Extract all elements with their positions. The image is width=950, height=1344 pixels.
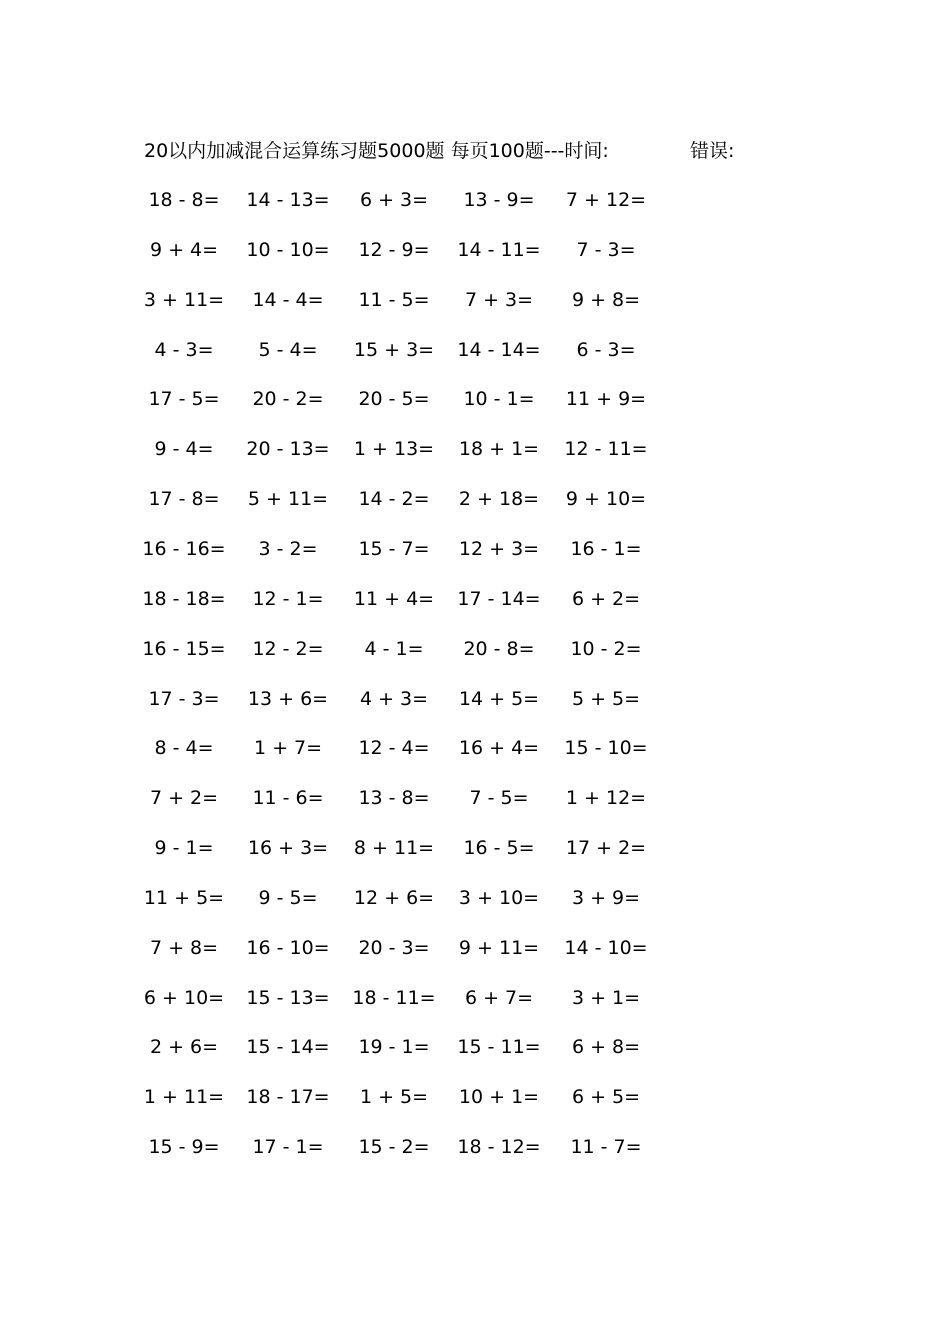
math-problem: 18 - 17= <box>246 1086 330 1109</box>
math-problem: 5 + 5= <box>571 687 641 710</box>
math-problem: 16 - 1= <box>570 537 642 560</box>
math-problem: 20 - 8= <box>463 637 535 660</box>
math-problem: 11 - 7= <box>570 1136 642 1159</box>
math-problem: 12 - 2= <box>252 637 324 660</box>
math-problem: 3 + 9= <box>571 886 641 909</box>
math-problem: 16 - 16= <box>142 537 226 560</box>
math-problem: 3 + 11= <box>143 288 225 311</box>
math-problem: 13 + 6= <box>247 687 329 710</box>
math-problem: 6 + 7= <box>464 986 534 1009</box>
math-problem: 1 + 11= <box>143 1086 225 1109</box>
math-problem: 12 + 3= <box>458 537 540 560</box>
math-problem: 17 - 1= <box>252 1136 324 1159</box>
math-problem: 14 - 13= <box>246 189 330 211</box>
math-problem: 20 - 13= <box>246 438 330 461</box>
math-problem: 12 - 11= <box>564 438 648 461</box>
math-problem: 10 - 1= <box>463 388 535 411</box>
math-problem: 9 + 11= <box>458 936 540 959</box>
math-problem: 9 + 4= <box>149 238 219 261</box>
math-problem: 11 + 4= <box>353 587 435 610</box>
math-problem: 6 - 3= <box>576 338 636 361</box>
math-problem: 15 - 13= <box>246 986 330 1009</box>
math-problem: 7 + 12= <box>565 189 647 211</box>
math-problem: 15 - 11= <box>457 1036 541 1059</box>
math-problem: 17 - 14= <box>457 587 541 610</box>
math-problem: 4 - 1= <box>364 637 424 660</box>
math-problem: 3 + 1= <box>571 986 641 1009</box>
math-problem: 15 + 3= <box>353 338 435 361</box>
math-problem: 17 - 8= <box>148 488 220 511</box>
math-problem: 13 - 8= <box>358 787 430 810</box>
math-problem: 10 - 10= <box>246 238 330 261</box>
math-problem: 11 - 6= <box>252 787 324 810</box>
math-problem: 6 + 5= <box>571 1086 641 1109</box>
math-problem: 8 - 4= <box>154 737 214 760</box>
math-problem: 9 + 10= <box>565 488 647 511</box>
math-problem: 6 + 8= <box>571 1036 641 1059</box>
math-problem: 1 + 5= <box>359 1086 429 1109</box>
math-problem: 11 + 5= <box>143 886 225 909</box>
math-problem: 9 + 8= <box>571 288 641 311</box>
math-problem: 7 + 3= <box>464 288 534 311</box>
math-problem: 5 + 11= <box>247 488 329 511</box>
math-problem: 16 + 4= <box>458 737 540 760</box>
math-problem: 18 - 11= <box>352 986 436 1009</box>
math-problem: 16 - 10= <box>246 936 330 959</box>
math-problem: 6 + 3= <box>359 189 429 211</box>
math-problem: 13 - 9= <box>463 189 535 211</box>
errors-label: 错误: <box>690 140 735 162</box>
math-problem: 7 - 5= <box>469 787 529 810</box>
math-problem: 1 + 12= <box>565 787 647 810</box>
math-problem: 15 - 10= <box>564 737 648 760</box>
math-problem: 14 - 10= <box>564 936 648 959</box>
math-problem: 1 + 13= <box>353 438 435 461</box>
math-problem: 17 + 2= <box>565 837 647 860</box>
math-problem: 6 + 2= <box>571 587 641 610</box>
math-problem: 3 - 2= <box>258 537 318 560</box>
math-problem: 9 - 5= <box>258 886 318 909</box>
math-problem: 20 - 3= <box>358 936 430 959</box>
math-problem: 1 + 7= <box>253 737 323 760</box>
math-problem: 14 - 2= <box>358 488 430 511</box>
math-problem: 18 + 1= <box>458 438 540 461</box>
math-problem: 20 - 2= <box>252 388 324 411</box>
math-problem: 16 - 15= <box>142 637 226 660</box>
math-problem: 4 + 3= <box>359 687 429 710</box>
math-problem: 16 + 3= <box>247 837 329 860</box>
math-problem: 2 + 6= <box>149 1036 219 1059</box>
math-problem: 15 - 7= <box>358 537 430 560</box>
math-problem: 17 - 5= <box>148 388 220 411</box>
math-problem: 11 + 9= <box>565 388 647 411</box>
worksheet-header <box>144 137 784 165</box>
math-problem: 14 - 4= <box>252 288 324 311</box>
math-problem: 3 + 10= <box>458 886 540 909</box>
math-problem: 14 - 11= <box>457 238 541 261</box>
math-problem: 20 - 5= <box>358 388 430 411</box>
math-problem: 15 - 14= <box>246 1036 330 1059</box>
math-problem: 15 - 2= <box>358 1136 430 1159</box>
math-problem: 10 + 1= <box>458 1086 540 1109</box>
math-problem: 18 - 18= <box>142 587 226 610</box>
math-problem: 9 - 1= <box>154 837 214 860</box>
math-problem: 12 + 6= <box>353 886 435 909</box>
math-problem: 18 - 8= <box>148 189 220 211</box>
math-problem: 10 - 2= <box>570 637 642 660</box>
math-problem: 7 + 2= <box>149 787 219 810</box>
math-problem: 9 - 4= <box>154 438 214 461</box>
worksheet-title: 20以内加减混合运算练习题5000题 每页100题---时间: <box>144 140 609 162</box>
math-problem: 17 - 3= <box>148 687 220 710</box>
math-problem: 18 - 12= <box>457 1136 541 1159</box>
math-problem: 6 + 10= <box>143 986 225 1009</box>
math-problem: 12 - 4= <box>358 737 430 760</box>
math-problem: 19 - 1= <box>358 1036 430 1059</box>
math-problem: 15 - 9= <box>148 1136 220 1159</box>
math-problem: 2 + 18= <box>458 488 540 511</box>
math-problem: 4 - 3= <box>154 338 214 361</box>
math-problem: 7 + 8= <box>149 936 219 959</box>
math-problem: 8 + 11= <box>353 837 435 860</box>
math-problem: 14 - 14= <box>457 338 541 361</box>
math-problem: 12 - 1= <box>252 587 324 610</box>
math-problem: 5 - 4= <box>258 338 318 361</box>
math-problem: 12 - 9= <box>358 238 430 261</box>
math-problem: 16 - 5= <box>463 837 535 860</box>
math-problem: 11 - 5= <box>358 288 430 311</box>
math-problem: 14 + 5= <box>458 687 540 710</box>
math-problem: 7 - 3= <box>576 238 636 261</box>
